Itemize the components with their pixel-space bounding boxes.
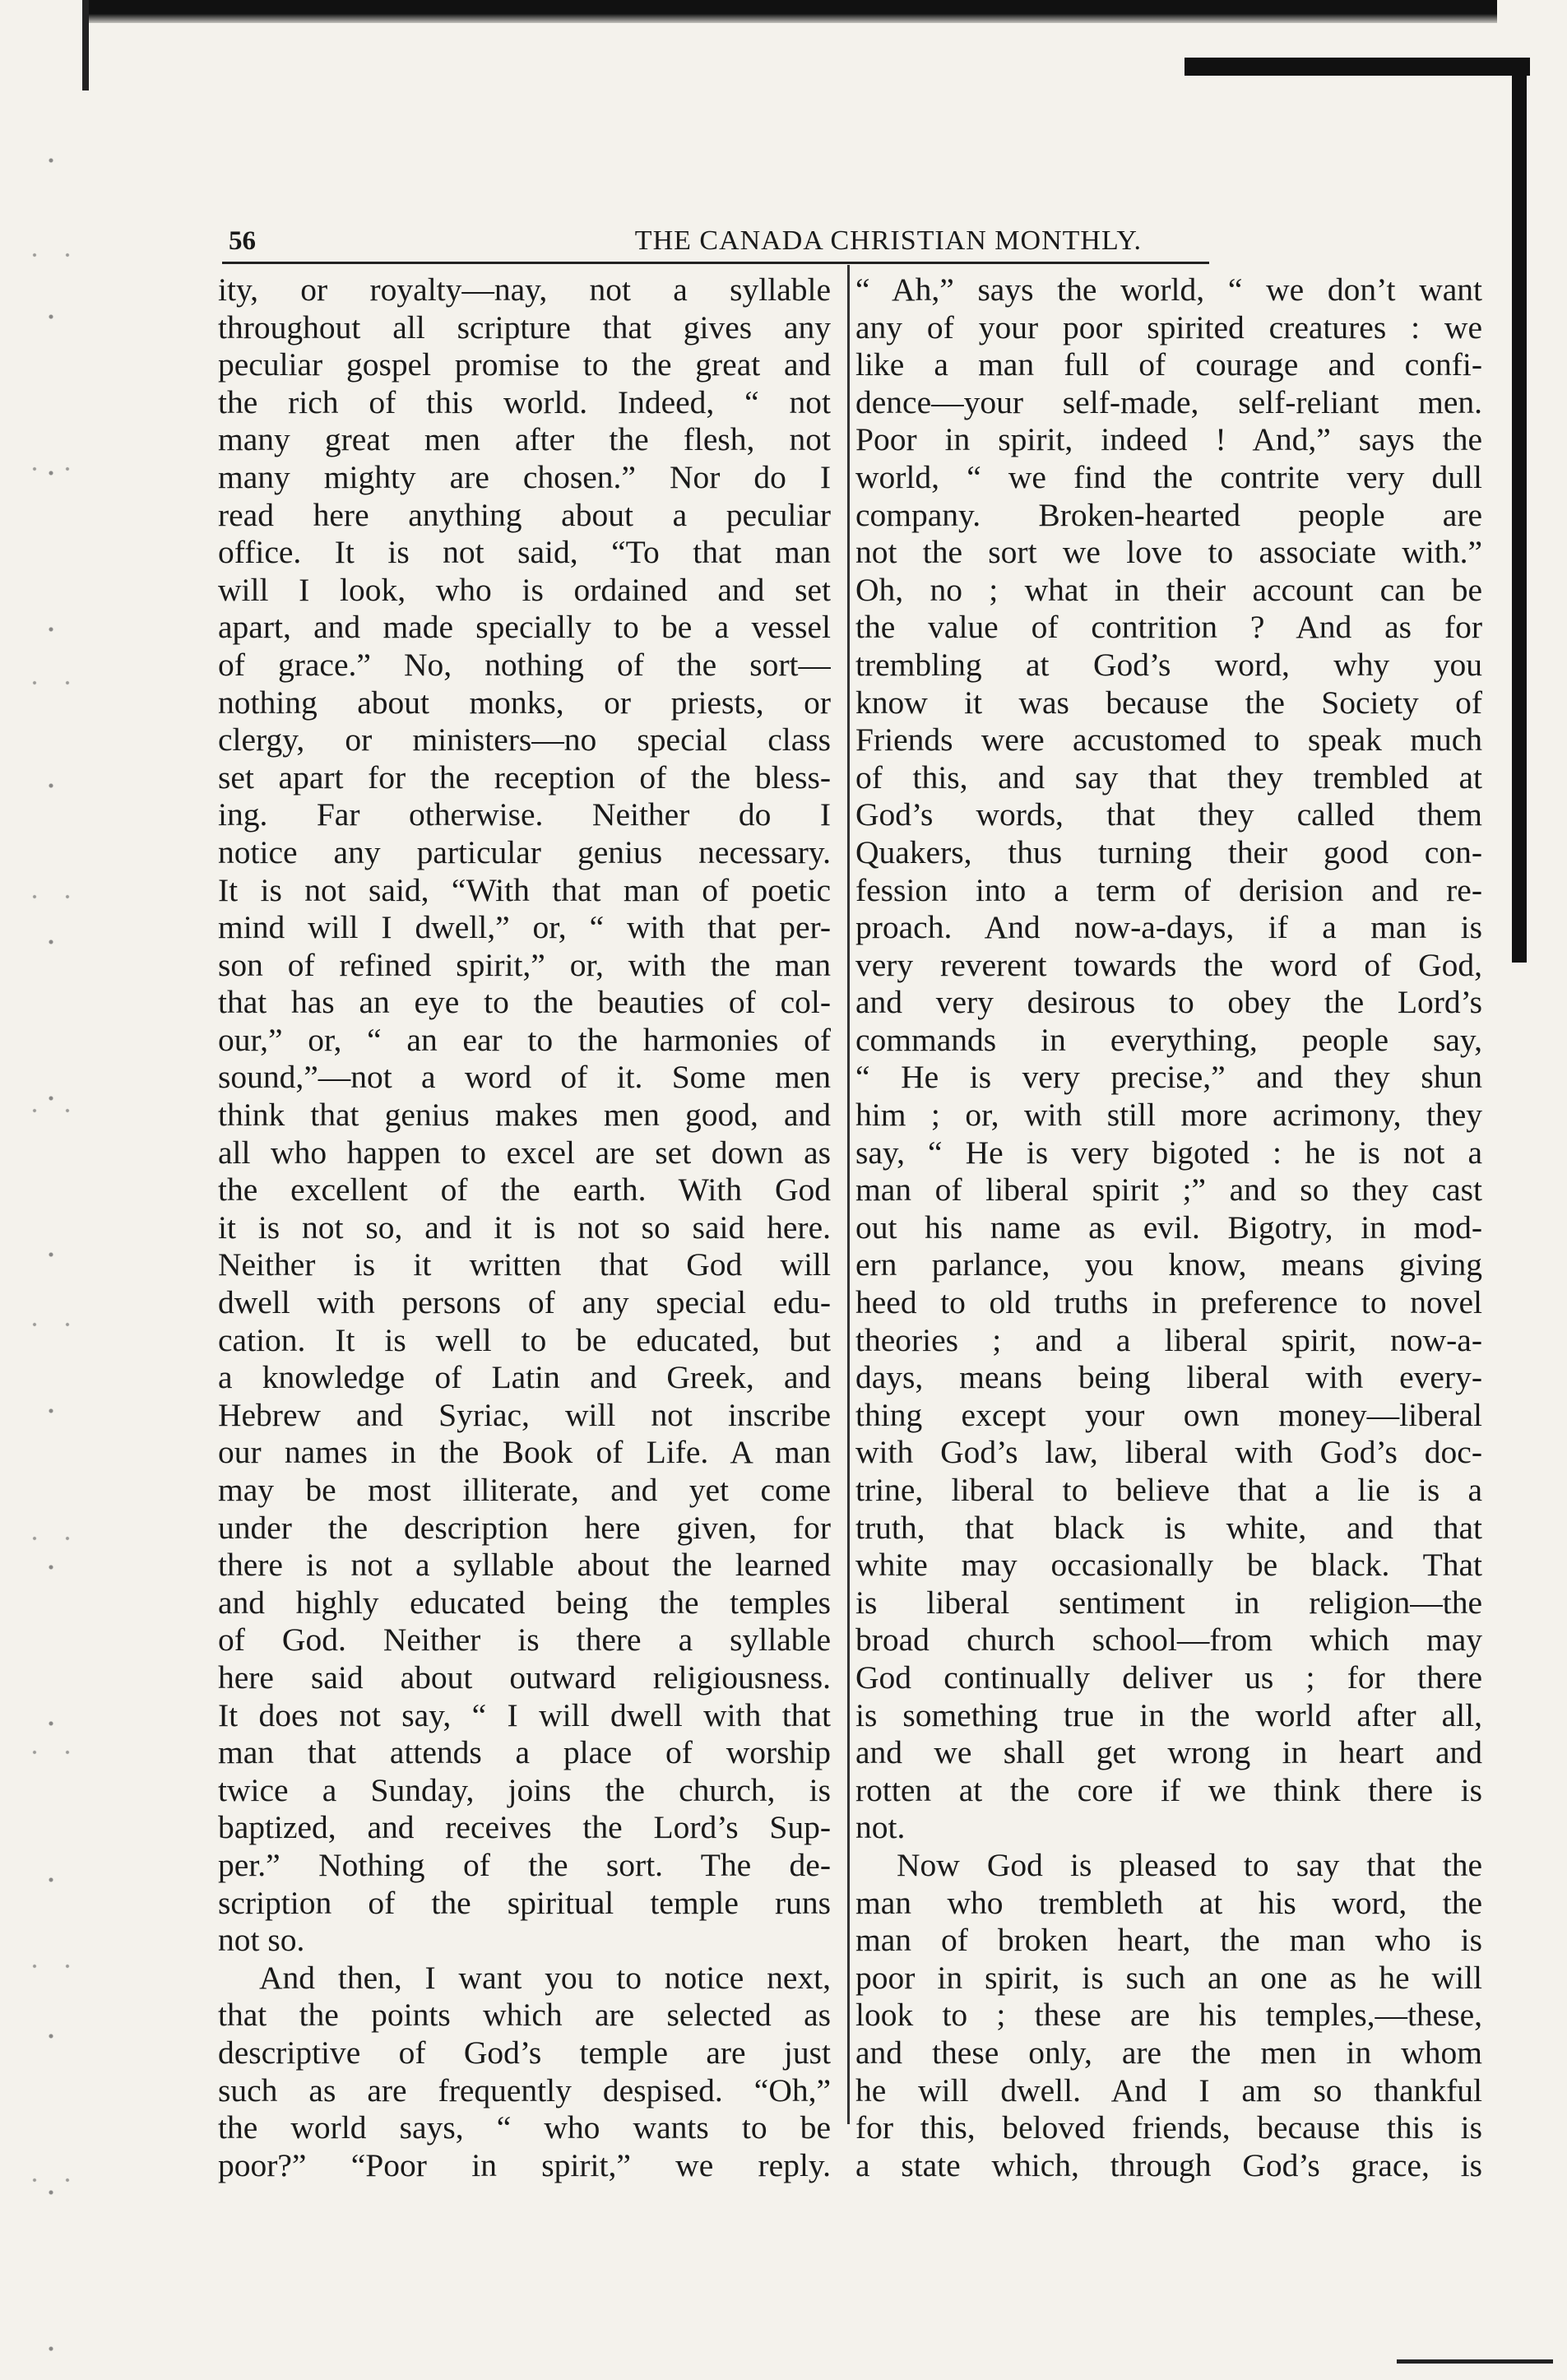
text-line: broad church school—from which may: [855, 1621, 1482, 1659]
text-line: him ; or, with still more acrimony, they: [855, 1097, 1482, 1134]
text-line: twice a Sunday, joins the church, is: [218, 1771, 831, 1808]
journal-title: THE CANADA CHRISTIAN MONTHLY.: [634, 225, 1142, 256]
text-line: like a man full of courage and confi-: [855, 346, 1482, 383]
text-line: and we shall get wrong in heart and: [855, 1734, 1482, 1771]
text-line: “ He is very precise,” and they shun: [855, 1059, 1482, 1096]
text-line: Quakers, thus turning their good con-: [855, 833, 1482, 870]
text-line: trembling at God’s word, why you: [855, 646, 1482, 683]
text-line: he will dwell. And I am so thankful: [855, 2071, 1482, 2109]
text-line: say, “ He is very bigoted : he is not a: [855, 1134, 1482, 1171]
text-line: notice any particular genius necessary.: [218, 833, 831, 870]
text-line: heed to old truths in preference to novel: [855, 1284, 1482, 1321]
text-line: for this, beloved friends, because this is: [855, 2109, 1482, 2146]
text-line: nothing about monks, or priests, or: [218, 684, 831, 721]
text-line: not.: [855, 1809, 906, 1846]
text-line: commands in everything, people say,: [855, 1021, 1482, 1058]
scan-border-top-right: [1185, 58, 1530, 76]
text-line: will I look, who is ordained and set: [218, 571, 831, 608]
text-line: scription of the spiritual temple runs: [218, 1884, 831, 1921]
text-line: out his name as evil. Bigotry, in mod-: [855, 1209, 1482, 1246]
text-line: fession into a term of derision and re-: [855, 871, 1482, 908]
text-line: many great men after the flesh, not: [218, 421, 831, 458]
text-line: truth, that black is white, and that: [855, 1509, 1482, 1546]
text-line: and very desirous to obey the Lord’s: [855, 984, 1482, 1021]
text-line: the value of contrition ? And as for: [855, 609, 1482, 646]
text-line: such as are frequently despised. “Oh,”: [218, 2071, 831, 2109]
text-line: look to ; these are his temples,—these,: [855, 1997, 1482, 2034]
text-line: cation. It is well to be educated, but: [218, 1321, 831, 1358]
text-line: that the points which are selected as: [218, 1997, 831, 2034]
text-line: Friends were accustomed to speak much: [855, 721, 1482, 759]
text-line: is liberal sentiment in religion—the: [855, 1584, 1482, 1621]
text-line: read here anything about a peculiar: [218, 496, 831, 533]
text-line: throughout all scripture that gives any: [218, 309, 831, 346]
text-line: God continually deliver us ; for there: [855, 1659, 1482, 1696]
header-rule: [222, 262, 1209, 264]
text-line: under the description here given, for: [218, 1509, 831, 1546]
text-line: the excellent of the earth. With God: [218, 1171, 831, 1209]
text-line: descriptive of God’s temple are just: [218, 2034, 831, 2071]
text-line: trine, liberal to believe that a lie is a: [855, 1472, 1482, 1508]
text-line: man that attends a place of worship: [218, 1734, 831, 1771]
text-line: poor in spirit, is such an one as he will: [855, 1959, 1482, 1996]
text-line: proach. And now-a-days, if a man is: [855, 909, 1482, 946]
text-line: world, “ we find the contrite very dull: [855, 458, 1482, 495]
text-line: of this, and say that they trembled at: [855, 759, 1482, 796]
text-line: dwell with persons of any special edu-: [218, 1284, 831, 1321]
text-line: with God’s law, liberal with God’s doc-: [855, 1434, 1482, 1471]
text-line: and highly educated being the temples: [218, 1584, 831, 1621]
text-line: a knowledge of Latin and Greek, and: [218, 1359, 831, 1396]
text-line: poor?” “Poor in spirit,” we reply.: [218, 2146, 831, 2183]
text-line: is something true in the world after all,: [855, 1696, 1482, 1733]
text-line: that has an eye to the beauties of col-: [218, 984, 831, 1021]
text-line: office. It is not said, “To that man: [218, 534, 831, 571]
text-line: sound,”—not a word of it. Some men: [218, 1059, 831, 1096]
text-line: not the sort we love to associate with.”: [855, 534, 1482, 571]
text-line: set apart for the reception of the bless-: [218, 759, 831, 796]
running-head: [229, 220, 1158, 262]
scan-border-left: [82, 0, 89, 90]
page-number: 56: [229, 225, 256, 256]
text-line: baptized, and receives the Lord’s Sup-: [218, 1809, 831, 1846]
text-line: not so.: [218, 1922, 305, 1959]
text-line: peculiar gospel promise to the great and: [218, 346, 831, 383]
text-line: apart, and made specially to be a vessel: [218, 609, 831, 646]
text-line: per.” Nothing of the sort. The de-: [218, 1846, 831, 1883]
text-line: It does not say, “ I will dwell with that: [218, 1696, 831, 1733]
text-line: Oh, no ; what in their account can be: [855, 571, 1482, 608]
text-line: God’s words, that they called them: [855, 796, 1482, 833]
text-line: know it was because the Society of: [855, 684, 1482, 721]
text-line: mind will I dwell,” or, “ with that per-: [218, 909, 831, 946]
text-line: the world says, “ who wants to be: [218, 2109, 831, 2146]
text-line: a state which, through God’s grace, is: [855, 2146, 1482, 2183]
right-column: [855, 271, 1482, 2184]
text-line: of grace.” No, nothing of the sort—: [218, 646, 831, 683]
text-line: think that genius makes men good, and: [218, 1097, 831, 1134]
text-line: dence—your self-made, self-reliant men.: [855, 383, 1482, 420]
text-line: ern parlance, you know, means giving: [855, 1246, 1482, 1283]
scan-edge-specks: [18, 82, 84, 2353]
text-line: rotten at the core if we think there is: [855, 1771, 1482, 1808]
text-line: all who happen to excel are set down as: [218, 1134, 831, 1171]
text-line: very reverent towards the word of God,: [855, 946, 1482, 983]
text-line: our,” or, “ an ear to the harmonies of: [218, 1021, 831, 1058]
text-line: man who trembleth at his word, the: [855, 1884, 1482, 1921]
text-line: Poor in spirit, indeed ! And,” says the: [855, 421, 1482, 458]
text-line: any of your poor spirited creatures : we: [855, 309, 1482, 346]
left-column: [218, 271, 831, 2184]
text-line: Hebrew and Syriac, will not inscribe: [218, 1396, 831, 1433]
text-line: thing except your own money—liberal: [855, 1396, 1482, 1433]
text-line: and these only, are the men in whom: [855, 2034, 1482, 2071]
text-line: It is not said, “With that man of poetic: [218, 871, 831, 908]
scan-border-right: [1512, 58, 1527, 963]
text-line: our names in the Book of Life. A man: [218, 1434, 831, 1471]
text-line: son of refined spirit,” or, with the man: [218, 946, 831, 983]
text-line: man of broken heart, the man who is: [855, 1922, 1482, 1959]
text-line: white may occasionally be black. That: [855, 1547, 1482, 1584]
text-line: Neither is it written that God will: [218, 1246, 831, 1283]
text-line: ing. Far otherwise. Neither do I: [218, 796, 831, 833]
scan-border-top: [82, 0, 1497, 23]
text-line: it is not so, and it is not so said here.: [218, 1209, 831, 1246]
text-line: theories ; and a liberal spirit, now-a-: [855, 1321, 1482, 1358]
text-line: clergy, or ministers—no special class: [218, 721, 831, 759]
text-line: ity, or royalty—nay, not a syllable: [218, 271, 831, 308]
bottom-rule: [1397, 2359, 1553, 2364]
text-line: days, means being liberal with every-: [855, 1359, 1482, 1396]
text-line: “ Ah,” says the world, “ we don’t want: [855, 271, 1482, 308]
text-line: there is not a syllable about the learned: [218, 1547, 831, 1584]
text-line: company. Broken-hearted people are: [855, 496, 1482, 533]
column-rule: [847, 265, 850, 2124]
text-line: man of liberal spirit ;” and so they cast: [855, 1171, 1482, 1209]
text-line: may be most illiterate, and yet come: [218, 1472, 831, 1508]
text-line: Now God is pleased to say that the: [897, 1846, 1482, 1883]
text-line: of God. Neither is there a syllable: [218, 1621, 831, 1659]
text-line: the rich of this world. Indeed, “ not: [218, 383, 831, 420]
text-line: many mighty are chosen.” Nor do I: [218, 458, 831, 495]
text-line: here said about outward religiousness.: [218, 1659, 831, 1696]
text-line: And then, I want you to notice next,: [259, 1959, 831, 1996]
